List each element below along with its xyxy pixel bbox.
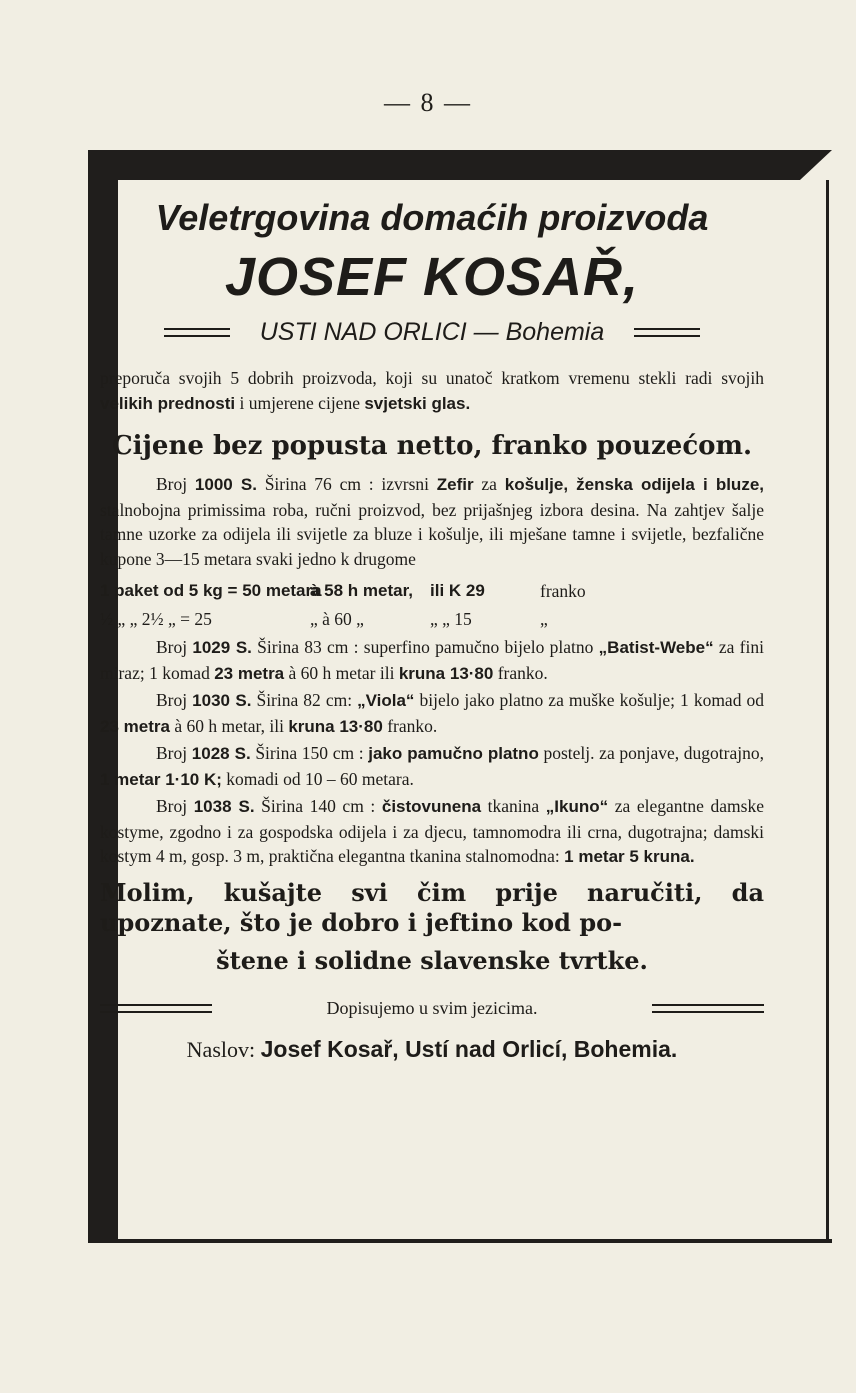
intro-paragraph [100, 366, 764, 416]
ad-headline: Veletrgovina domaćih proizvoda [155, 197, 709, 238]
prices-title: Cijene bez popusta netto, franko pouzećom. [111, 431, 753, 461]
product-1038 [100, 794, 764, 870]
product-bold: jako pamučno platno [368, 744, 539, 763]
footer-note-row [100, 996, 764, 1022]
product-text: postelj. za ponjave, dugotrajno, [538, 743, 764, 763]
product-1030 [100, 688, 764, 739]
address-label: Naslov: [186, 1036, 256, 1062]
product-text: za fini miraz; 1 komad [100, 637, 764, 683]
product-bold: 23 metra [214, 663, 285, 683]
product-number: 1038 S. [193, 797, 255, 816]
frame-border-top-tip [800, 150, 832, 180]
product-text: à 60 h metar, ili [169, 715, 289, 736]
package-shipping: „ [540, 609, 548, 629]
company-name: JOSEF KOSAŘ, [224, 247, 640, 307]
package-total: „ „ 15 [430, 609, 472, 629]
product-text: franko. [382, 715, 438, 736]
product-1029 [100, 635, 764, 686]
product-text: za [473, 474, 505, 494]
product-prefix: Broj [156, 796, 194, 816]
product-text: bijelo jako platno za muške košulje; 1 komad od [414, 690, 764, 710]
package-unit-price: „ à 60 „ [310, 609, 364, 629]
product-text: à 60 h metar ili [284, 662, 399, 683]
package-row [100, 605, 764, 633]
package-row [100, 577, 764, 605]
closing-appeal-end: štene i solidne slavenske tvrtke. [216, 945, 648, 975]
product-number: 1029 S. [192, 638, 252, 657]
product-text: Širina 150 cm : [250, 743, 369, 763]
product-number: 1030 S. [192, 691, 252, 710]
page-number: — 8 — [384, 88, 472, 117]
intro-text: i umjerene cijene [235, 392, 365, 413]
product-bold: „Viola“ [357, 691, 415, 710]
product-text: franko. [493, 662, 548, 683]
package-shipping: franko [540, 581, 586, 601]
package-total: ili K 29 [430, 581, 485, 600]
product-prefix: Broj [156, 743, 192, 763]
product-text: Širina 83 cm : superfino pamučno bijelo platno [251, 637, 599, 657]
frame-border-bottom [88, 1239, 832, 1243]
product-text: komadi od 10 – 60 metara. [221, 768, 414, 789]
package-quantity: 1 paket od 5 kg = 50 metara [100, 581, 322, 600]
product-text: Širina 140 cm : [254, 796, 382, 816]
product-prefix: Broj [156, 637, 193, 657]
location-row [100, 312, 764, 352]
product-bold: 23 metra [100, 716, 170, 736]
product-number: 1000 S. [194, 475, 257, 494]
frame-border-top [88, 150, 800, 180]
decorative-rule-right [652, 1004, 764, 1013]
address-line [100, 1036, 764, 1063]
product-text: Širina 82 cm: [251, 690, 358, 710]
intro-bold-fame: svjetski glas. [364, 393, 471, 413]
product-text: Širina 76 cm : izvrsni [256, 474, 437, 494]
product-bold: čistovunena [381, 797, 482, 816]
advertisement-content [100, 196, 764, 1063]
product-text: tkanina [481, 796, 546, 816]
product-bold: kruna 13·80 [398, 663, 494, 683]
product-bold: „Batist-Webe“ [598, 638, 714, 657]
product-bold: 1 metar 1·10 K; [100, 769, 222, 789]
address-value: Josef Kosař, Ustí nad Orlicí, Bohemia. [260, 1035, 678, 1062]
product-bold: košulje, ženska odijela i bluze, [504, 475, 764, 494]
product-1028 [100, 741, 764, 792]
product-prefix: Broj [156, 474, 195, 494]
product-text: za elegantne damske kostyme, zgodno i za gospodska odijela i za djecu, tamnomodra ili crna, dugotrajna; damski kostym 4 m, gosp. 3 m, praktična elegantna tkanina stalnomodna: [100, 796, 764, 866]
decorative-rule-right [634, 328, 700, 337]
frame-border-right [826, 180, 829, 1243]
closing-appeal: Molim, kušajte svi čim prije naručiti, da upoznate, što je dobro i jeftino kod po- [100, 877, 764, 937]
product-text: stalnobojna primissima roba, ručni proizvod, bez prijašnjeg izbora desina. Na zahtjev šalje tamne uzorke za odijela ili svijetle za bluze i košulje, ili mješane tamne i svijetle, bezfalične kupone 3—15 metara svaki jedno k drugome [100, 499, 764, 569]
decorative-rule-left [164, 328, 230, 337]
decorative-rule-left [100, 1004, 212, 1013]
product-prefix: Broj [156, 690, 193, 710]
product-number: 1028 S. [191, 744, 251, 763]
intro-text: preporuča svojih 5 dobrih proizvoda, koji su unatoč kratkom vremenu stekli radi svojih [100, 368, 764, 388]
product-1000 [100, 472, 764, 571]
product-bold: „Ikuno“ [545, 797, 609, 816]
package-quantity: ½ „ „ 2½ „ = 25 [100, 609, 212, 629]
product-bold: Zefir [436, 475, 474, 494]
intro-bold-advantages: velikih prednosti [100, 393, 236, 413]
company-location: USTI NAD ORLICI — Bohemia [259, 317, 605, 346]
product-bold: kruna 13·80 [288, 716, 383, 736]
product-bold: 1 metar 5 kruna. [564, 847, 695, 866]
package-unit-price: à 58 h metar, [310, 581, 414, 600]
footer-note: Dopisujemo u svim jezicima. [326, 998, 538, 1018]
